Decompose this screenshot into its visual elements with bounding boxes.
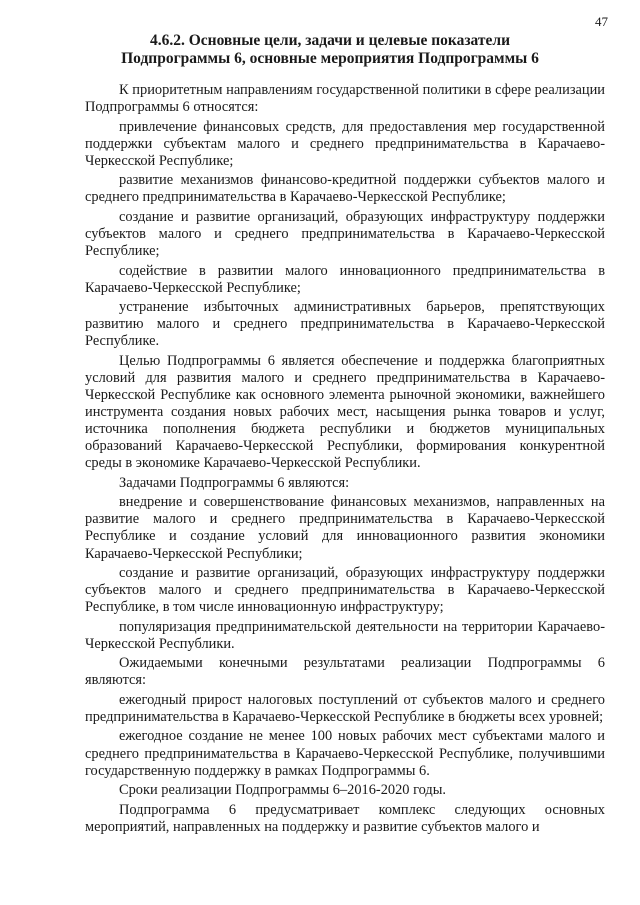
- paragraph: создание и развитие организаций, образующих инфраструктуру поддержки субъектов малого и среднего предпринимательства в Карачаево-Черкесской Республике;: [85, 208, 605, 260]
- paragraph: ежегодный прирост налоговых поступлений от субъектов малого и среднего предпринимательства в Карачаево-Черкесской Республике в бюджеты всех уровней;: [85, 691, 605, 725]
- paragraph: содействие в развитии малого инновационного предпринимательства в Карачаево-Черкесской Республике;: [85, 262, 605, 296]
- page-number: 47: [595, 14, 608, 29]
- paragraph: внедрение и совершенствование финансовых механизмов, направленных на развитие малого и среднего предпринимательства в Карачаево-Черкесской Республике и создание условий для инновационного развития экономики Карачаево-Черкесской Республики;: [85, 494, 605, 562]
- paragraph: ежегодное создание не менее 100 новых рабочих мест субъектами малого и среднего предпринимательства в Карачаево-Черкесской Республике, получившими государственную поддержку в рамках Подпрограммы 6.: [85, 728, 605, 779]
- section-heading-line-1: 4.6.2. Основные цели, задачи и целевые показатели: [149, 32, 511, 49]
- paragraph: развитие механизмов финансово-кредитной поддержки субъектов малого и среднего предпринимательства в Карачаево-Черкесской Республике;: [85, 172, 605, 206]
- paragraph: устранение избыточных административных барьеров, препятствующих развитию малого и среднего предпринимательства в Карачаево-Черкесской Республике.: [85, 299, 605, 350]
- paragraph: Задачами Подпрограммы 6 являются:: [119, 474, 350, 491]
- section-heading-line-2: Подпрограммы 6, основные мероприятия Подпрограммы 6: [121, 50, 539, 67]
- paragraph: создание и развитие организаций, образующих инфраструктуру поддержки субъектов малого и среднего предпринимательства в Карачаево-Черкесской Республике, в том числе инновационную инфраструктуру;: [85, 565, 605, 616]
- paragraph: Сроки реализации Подпрограммы 6–2016-2020 годы.: [119, 782, 447, 799]
- paragraph: Ожидаемыми конечными результатами реализации Подпрограммы 6 являются:: [85, 655, 605, 689]
- paragraph: Подпрограмма 6 предусматривает комплекс следующих основных мероприятий, направленных на поддержку и развитие субъектов малого и: [85, 801, 605, 835]
- paragraph: Целью Подпрограммы 6 является обеспечение и поддержка благоприятных условий для развития малого и среднего предпринимательства в Карачаево-Черкесской Республике как основного элемента рыночной экономики, важнейшего инструмента создания новых рабочих мест, насыщения рынка товаров и услуг, источника пополнения бюджета республики и бюджетов муниципальных образований Карачаево-Черкесской Республики, формирования конкурентной среды в экономике Карачаево-Черкесской Республики.: [85, 352, 605, 472]
- paragraph: популяризация предпринимательской деятельности на территории Карачаево-Черкесской Республики.: [85, 618, 605, 652]
- paragraph: привлечение финансовых средств, для предоставления мер государственной поддержки субъектам малого и среднего предпринимательства в Карачаево-Черкесской Республике;: [85, 118, 605, 169]
- section-heading: [60, 32, 600, 68]
- body-text: [85, 82, 605, 838]
- paragraph: К приоритетным направлениям государственной политики в сфере реализации Подпрограммы 6 относятся:: [85, 82, 605, 116]
